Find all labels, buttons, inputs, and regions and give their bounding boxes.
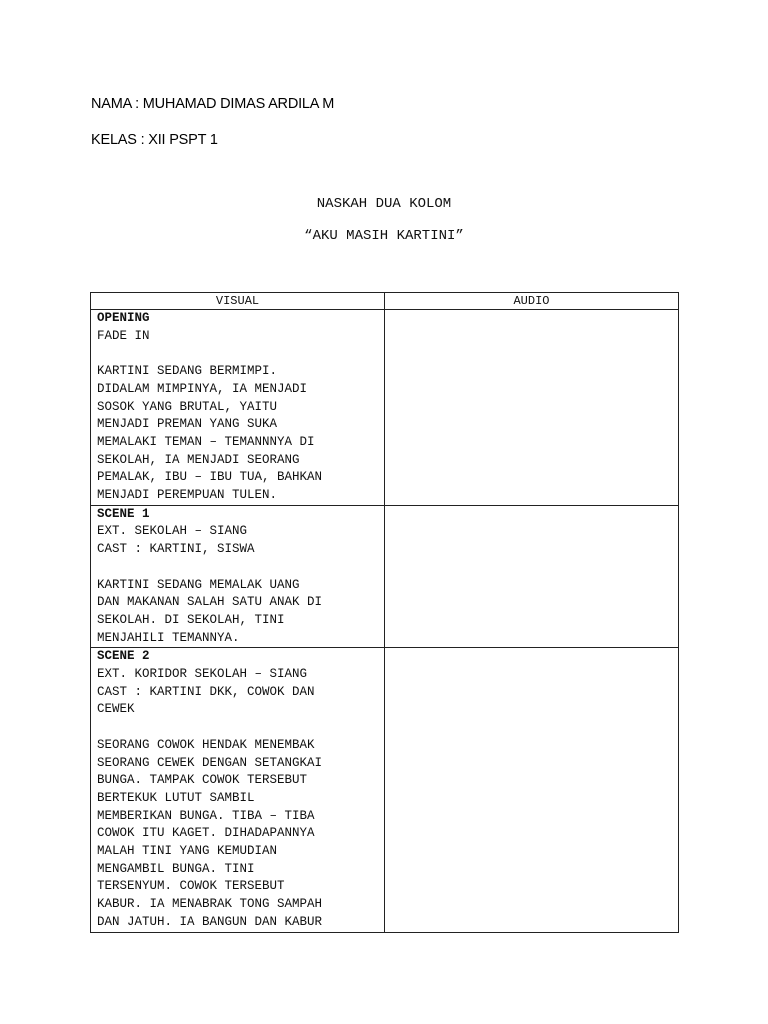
student-class: KELAS : XII PSPT 1 bbox=[91, 132, 218, 148]
scene-description-line: DAN JATUH. IA BANGUN DAN KABUR bbox=[97, 914, 323, 929]
script-table bbox=[90, 292, 679, 933]
scene-description-line: MENJADI PEREMPUAN TULEN. bbox=[97, 488, 278, 503]
audio-cell bbox=[385, 505, 679, 648]
spacer bbox=[97, 559, 378, 577]
scene-label: SCENE 2 bbox=[97, 649, 150, 664]
student-name: NAMA : MUHAMAD DIMAS ARDILA M bbox=[91, 96, 335, 112]
audio-cell bbox=[385, 648, 679, 932]
scene-description-line: KARTINI SEDANG MEMALAK UANG bbox=[97, 577, 300, 592]
scene-description-line: MEMALAKI TEMAN – TEMANNNYA DI bbox=[97, 434, 315, 449]
scene-description-line: MALAH TINI YANG KEMUDIAN bbox=[97, 844, 278, 859]
scene-description-line: TERSENYUM. COWOK TERSEBUT bbox=[97, 879, 285, 894]
scene-heading-line: FADE IN bbox=[97, 328, 150, 343]
scene-description-line: SEORANG CEWEK DENGAN SETANGKAI bbox=[97, 755, 323, 770]
spacer bbox=[97, 345, 378, 363]
scene-heading-line: EXT. KORIDOR SEKOLAH – SIANG bbox=[97, 667, 308, 682]
document-title: NASKAH DUA KOLOM bbox=[316, 196, 452, 212]
table-body bbox=[91, 310, 679, 933]
scene-description-line: MENJAHILI TEMANNYA. bbox=[97, 630, 240, 645]
scene-description-line: KARTINI SEDANG BERMIMPI. bbox=[97, 364, 278, 379]
table-row bbox=[91, 648, 679, 932]
scene-description-line: MEMBERIKAN BUNGA. TIBA – TIBA bbox=[97, 808, 315, 823]
spacer bbox=[97, 719, 378, 737]
scene-label: OPENING bbox=[97, 311, 150, 325]
scene-heading-line: CEWEK bbox=[97, 702, 135, 717]
scene-description-line: COWOK ITU KAGET. DIHADAPANNYA bbox=[97, 826, 315, 841]
scene-description-line: MENJADI PREMAN YANG SUKA bbox=[97, 417, 278, 432]
table-row bbox=[91, 310, 679, 506]
visual-cell bbox=[91, 505, 385, 648]
scene-heading-line: EXT. SEKOLAH – SIANG bbox=[97, 524, 248, 539]
visual-cell bbox=[91, 648, 385, 932]
scene-description-line: SOSOK YANG BRUTAL, YAITU bbox=[97, 399, 278, 414]
scene-heading-line: CAST : KARTINI, SISWA bbox=[97, 542, 255, 557]
scene-description-line: BUNGA. TAMPAK COWOK TERSEBUT bbox=[97, 773, 308, 788]
scene-description-line: KABUR. IA MENABRAK TONG SAMPAH bbox=[97, 897, 323, 912]
audio-cell bbox=[385, 310, 679, 506]
scene-label: SCENE 1 bbox=[97, 506, 150, 521]
visual-cell bbox=[91, 310, 385, 506]
scene-description-line: SEKOLAH, IA MENJADI SEORANG bbox=[97, 452, 300, 467]
scene-description-line: SEKOLAH. DI SEKOLAH, TINI bbox=[97, 612, 285, 627]
scene-description-line: SEORANG COWOK HENDAK MENEMBAK bbox=[97, 737, 315, 752]
scene-description-line: MENGAMBIL BUNGA. TINI bbox=[97, 861, 255, 876]
scene-description-line: DAN MAKANAN SALAH SATU ANAK DI bbox=[97, 595, 323, 610]
visual-column-header: VISUAL bbox=[91, 293, 385, 310]
scene-description-line: PEMALAK, IBU – IBU TUA, BAHKAN bbox=[97, 470, 323, 485]
audio-column-header: AUDIO bbox=[385, 293, 679, 310]
scene-description-line: DIDALAM MIMPINYA, IA MENJADI bbox=[97, 381, 308, 396]
table-row bbox=[91, 505, 679, 648]
table-header-row bbox=[91, 293, 679, 310]
scene-description-line: BERTEKUK LUTUT SAMBIL bbox=[97, 790, 255, 805]
document-subtitle: “AKU MASIH KARTINI” bbox=[304, 228, 464, 244]
scene-heading-line: CAST : KARTINI DKK, COWOK DAN bbox=[97, 684, 315, 699]
